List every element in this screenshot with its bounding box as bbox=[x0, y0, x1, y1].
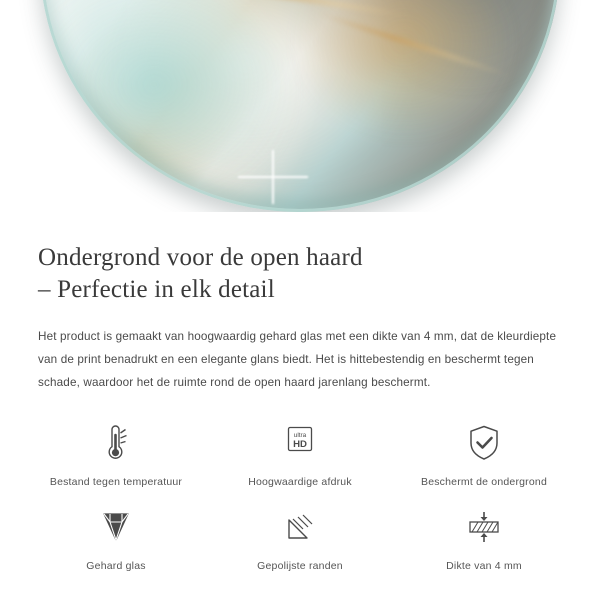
text-content bbox=[0, 212, 600, 394]
feature-label: Gehard glas bbox=[86, 560, 146, 573]
diamond-icon bbox=[96, 504, 136, 550]
feature-label: Hoogwaardige afdruk bbox=[248, 476, 352, 489]
feature-label: Beschermt de ondergrond bbox=[420, 476, 547, 489]
svg-text:HD: HD bbox=[293, 439, 307, 451]
headline-line-2: – Perfectie in elk detail bbox=[38, 276, 275, 303]
feature-label: Gepolijste randen bbox=[257, 560, 343, 573]
feature-label: Dikte van 4 mm bbox=[446, 560, 522, 573]
page-title bbox=[38, 242, 562, 306]
feature-item-tempered-glass bbox=[24, 504, 208, 572]
polished-edges-icon bbox=[281, 504, 319, 550]
ultra-hd-icon bbox=[280, 420, 320, 466]
body-paragraph: Het product is gemaakt van hoogwaardig gehard glas met een dikte van 4 mm, dat de kleurdiepte van de print benadrukt en een elegante glans biedt. Het is hittebestendig en beschermt tegen schade, waardoor het de ruimte rond de open haard jarenlang beschermt. bbox=[38, 330, 557, 389]
feature-label: Bestand tegen temperatuur bbox=[49, 476, 183, 489]
feature-item-print-quality bbox=[208, 420, 392, 488]
thermometer-icon bbox=[99, 420, 133, 466]
headline-line-1: Ondergrond voor de open haard bbox=[38, 244, 363, 271]
feature-item-surface-protection bbox=[392, 420, 576, 488]
feature-item-temperature bbox=[24, 420, 208, 488]
thickness-arrows-icon bbox=[462, 504, 506, 550]
hero-image bbox=[0, 0, 600, 212]
feature-item-polished-edges bbox=[208, 504, 392, 572]
svg-text:ultra: ultra bbox=[293, 432, 307, 440]
glass-disc-wrapper bbox=[40, 0, 560, 212]
feature-item-thickness bbox=[392, 504, 576, 572]
shield-check-icon bbox=[465, 420, 503, 466]
feature-grid bbox=[0, 420, 600, 572]
